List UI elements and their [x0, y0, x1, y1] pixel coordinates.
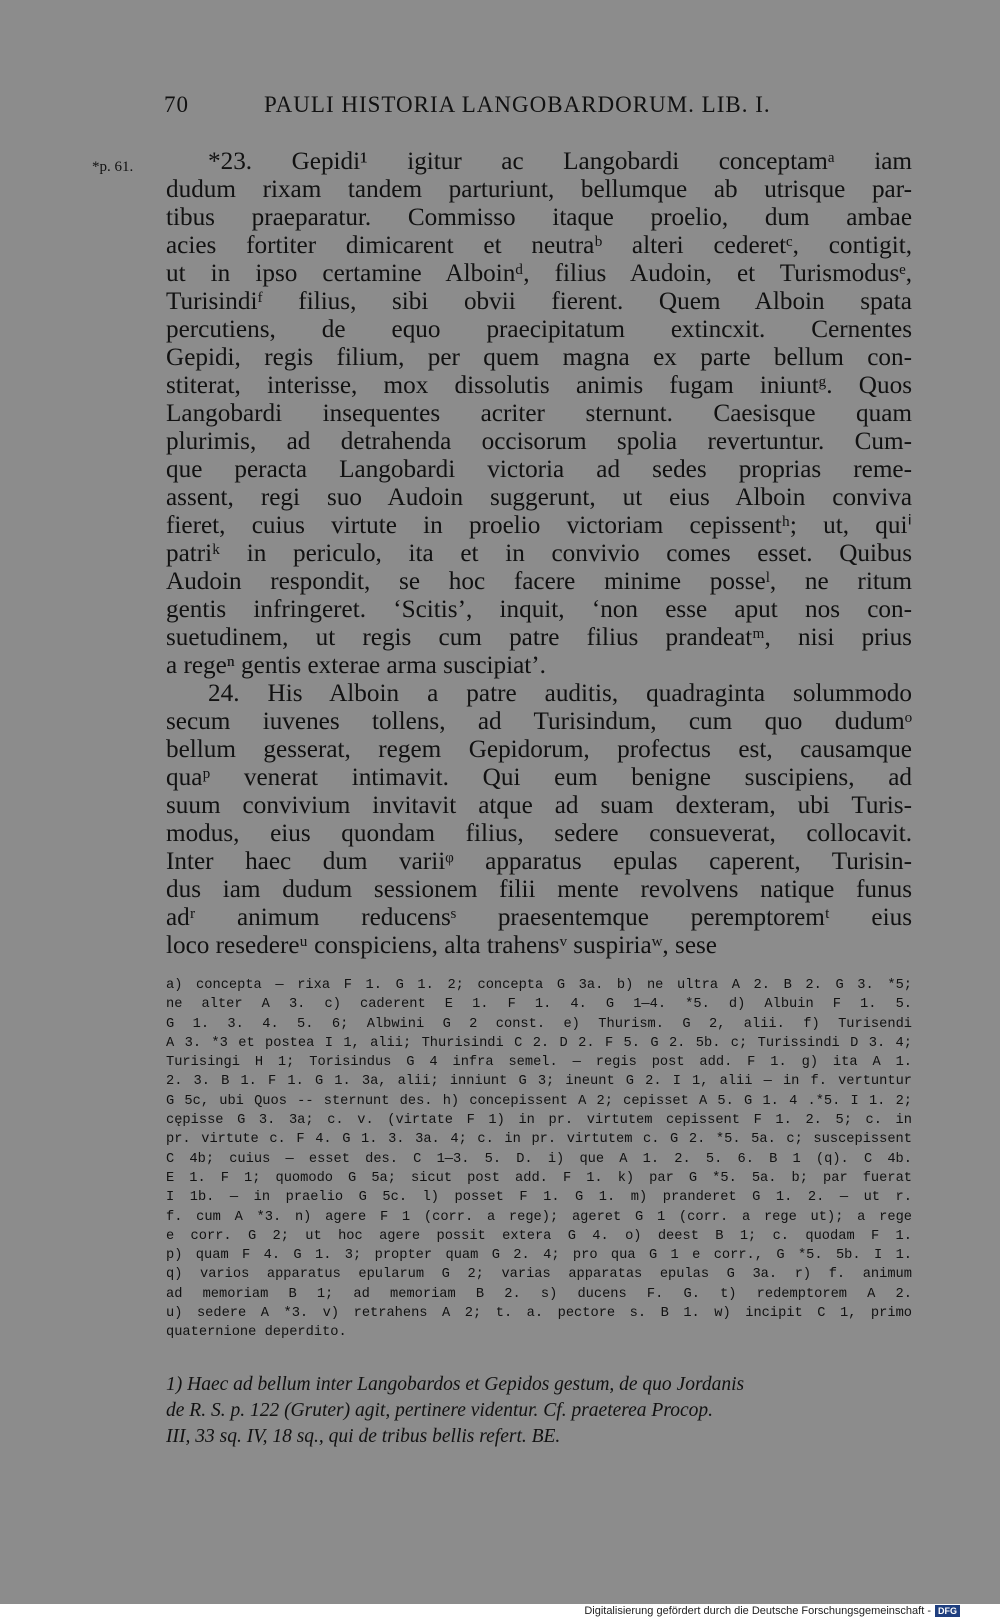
text-line: adʳ animum reducensˢ praesentemque peremptoremᵗ eius [166, 904, 912, 931]
text-line: loco resedereᵘ conspiciens, alta trahensᵛ suspiriaʷ, sese [166, 932, 717, 959]
text-line: plurimis, ad detrahenda occisorum spolia revertuntur. Cum- [166, 428, 912, 455]
text-line: percutiens, de equo praecipitatum extincxit. Cernentes [166, 316, 912, 343]
text-line: Inter haec dum variiᵠ apparatus epulas caperent, Turisin- [166, 848, 912, 875]
text-line: tibus praeparatur. Commisso itaque proelio, dum ambae [166, 204, 912, 231]
text-line: 24. His Alboin a patre auditis, quadraginta solummodo [208, 680, 912, 707]
text-line: stiterat, interisse, mox dissolutis animis fugam iniuntᵍ. Quos [166, 372, 912, 399]
apparatus-line: I 1b. — in praelio G 5c. l) posset F 1. G 1. m) pranderet G 1. 2. — ut r. [166, 1190, 912, 1206]
text-line: bellum gesserat, regem Gepidorum, profectus est, causamque [166, 736, 912, 763]
text-line: Turisindiᶠ filius, sibi obvii fierent. Quem Alboin spata [166, 288, 912, 315]
text-line: ut in ipso certamine Alboinᵈ, filius Audoin, et Turismodusᵉ, [166, 260, 912, 287]
margin-page-reference: *p. 61. [92, 159, 134, 175]
running-title: PAULI HISTORIA LANGOBARDORUM. LIB. I. [264, 92, 771, 117]
text-line: suetudinem, ut regis cum patre filius prandeatᵐ, nisi prius [166, 624, 912, 651]
main-text [166, 148, 912, 960]
apparatus-line: E 1. F 1; quomodo G 5a; sicut post add. F 1. k) par G *5. 5a. b; par fuerat [166, 1170, 912, 1186]
text-line: patriᵏ in periculo, ita et in convivio comes esset. Quibus [166, 540, 912, 567]
text-line: a regeⁿ gentis exterae arma suscipiat’. [166, 652, 546, 679]
text-line: assent, regi suo Audoin suggerunt, ut eius Alboin conviva [166, 484, 912, 511]
apparatus-line: p) quam F 4. G 1. 3; propter quam G 2. 4; pro qua G 1 e corr., G *5. 5b. I 1. [166, 1248, 912, 1264]
apparatus-line: ne alter A 3. c) caderent E 1. F 1. 4. G 1—4. *5. d) Albuin F 1. 5. [166, 997, 912, 1013]
apparatus-line: A 3. *3 et postea I 1, alii; Thurisindi C 2. D 2. F 5. G 2. 5b. c; Turissindi D 3. 4; [166, 1035, 912, 1051]
apparatus-line: pr. virtute c. F 4. G 1. 3. 3a. 4; c. in pr. virtutem c. G 2. *5. 5a. c; suscepissent [166, 1132, 912, 1148]
text-line: gentis infringeret. ‘Scitis’, inquit, ‘non esse aput nos con- [166, 596, 912, 623]
critical-apparatus [166, 976, 912, 1343]
text-line: *23. Gepidi¹ igitur ac Langobardi conceptamᵃ iam [208, 148, 912, 175]
footnote-line: III, 33 sq. IV, 18 sq., qui de tribus bellis refert. BE. [166, 1426, 561, 1447]
text-line: Gepidi, regis filium, per quem magna ex parte bellum con- [166, 344, 912, 371]
credit-text: Digitalisierung gefördert durch die Deutsche Forschungsgemeinschaft - [584, 1605, 931, 1617]
text-line: dus iam dudum sessionem filii mente revolvens natique funus [166, 876, 912, 903]
dfg-logo: DFG [935, 1605, 960, 1617]
text-line: secum iuvenes tollens, ad Turisindum, cum quo dudumᵒ [166, 708, 912, 735]
apparatus-line: cępisse G 3. 3a; c. v. (virtate F 1) in pr. virtutem cepissent F 1. 2. 5; c. in [166, 1113, 912, 1129]
text-line: fieret, cuius virtute in proelio victoriam cepissentʰ; ut, quiⁱ [166, 512, 912, 539]
text-line: modus, eius quondam filius, sedere consueverat, collocavit. [166, 820, 912, 847]
text-line: quaᵖ venerat intimavit. Qui eum benigne suscipiens, ad [166, 764, 912, 791]
footnote [166, 1372, 912, 1450]
apparatus-line: f. cum A *3. n) agere F 1 (corr. a rege); ageret G 1 (corr. a rege ut); a rege [166, 1209, 912, 1225]
apparatus-line: u) sedere A *3. v) retrahens A 2; t. a. pectore s. B 1. w) incipit C 1, primo [166, 1306, 912, 1322]
text-line: Langobardi insequentes acriter sternunt. Caesisque quam [166, 400, 912, 427]
text-line: Audoin respondit, se hoc facere minime posseˡ, ne ritum [166, 568, 912, 595]
apparatus-line: Turisingi H 1; Torisindus G 4 infra semel. — regis post add. F 1. g) ita A 1. [166, 1055, 912, 1071]
text-line: dudum rixam tandem parturiunt, bellumque ab utrisque par- [166, 176, 912, 203]
page-number: 70 [164, 92, 189, 117]
text-line: acies fortiter dimicarent et neutraᵇ alteri cederetᶜ, contigit, [166, 232, 912, 259]
apparatus-line: C 4b; cuius — esset des. C 1—3. 5. D. i) que A 1. 2. 5. 6. B 1 (q). C 4b. [166, 1151, 912, 1167]
apparatus-line: q) varios apparatus epularum G 2; varias apparatas epulas G 3a. r) f. animum [166, 1267, 912, 1283]
apparatus-line: a) concepta — rixa F 1. G 1. 2; concepta G 3a. b) ne ultra A 2. B 2. G 3. *5; [166, 978, 912, 993]
apparatus-line: G 1. 3. 4. 5. 6; Albwini G 2 const. e) Thurism. G 2, alii. f) Turisendi [166, 1016, 912, 1032]
apparatus-line: ad memoriam B 1; ad memoriam B 2. s) ducens F. G. t) redemptorem A 2. [166, 1286, 912, 1302]
apparatus-line: G 5c, ubi Quos -- sternunt des. h) concepissent A 2; cepisset A 5. G 1. 4 .*5. I 1. 2; [166, 1093, 912, 1109]
footnote-line: de R. S. p. 122 (Gruter) agit, pertinere videntur. Cf. praeterea Procop. [166, 1400, 713, 1421]
apparatus-line: 2. 3. B 1. F 1. G 1. 3a, alii; inniunt G 3; ineunt G 2. I 1, alii — in f. vertuntur [166, 1074, 912, 1090]
apparatus-line: e corr. G 2; ut hoc agere possit extera G 4. o) deest B 1; c. quodam F 1. [166, 1228, 912, 1244]
text-line: que peracta Langobardi victoria ad sedes proprias reme- [166, 456, 912, 483]
text-line: suum convivium invitavit atque ad suam dexteram, ubi Turis- [166, 792, 912, 819]
digitization-credit [584, 1605, 960, 1617]
footnote-line: 1) Haec ad bellum inter Langobardos et Gepidos gestum, de quo Jordanis [166, 1374, 745, 1395]
apparatus-line: quaternione deperdito. [166, 1325, 347, 1341]
